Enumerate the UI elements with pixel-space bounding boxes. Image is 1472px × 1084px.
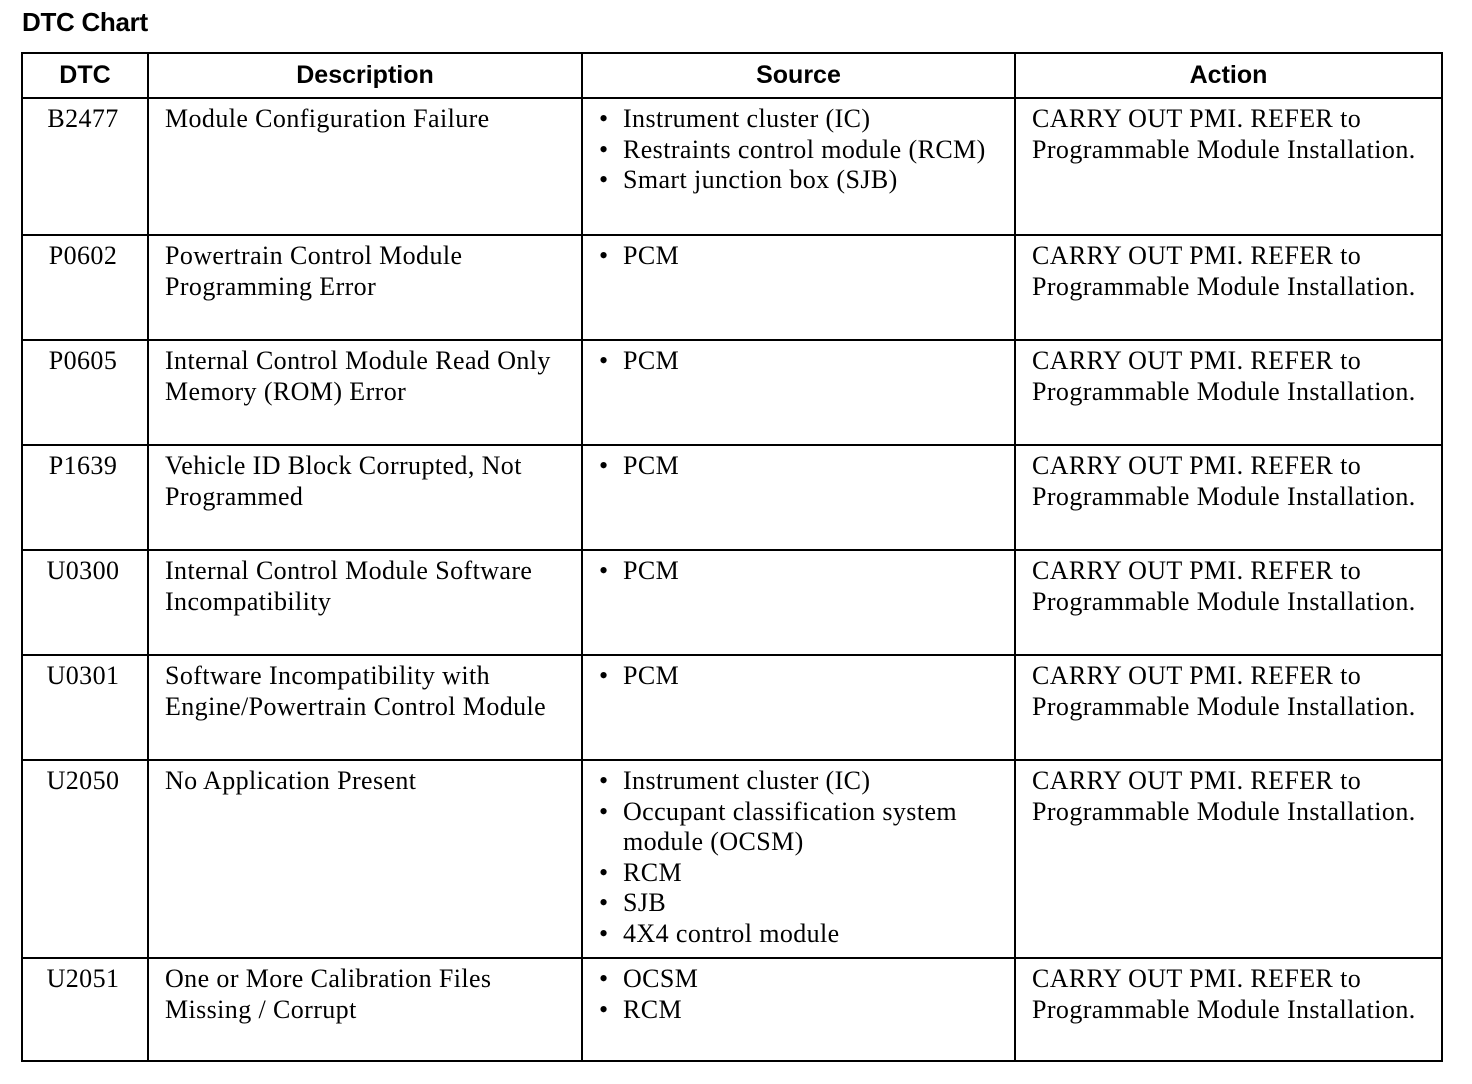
source-text: Instrument cluster (IC) [623,766,871,795]
bullet-icon: • [599,857,609,887]
source-item [599,797,1006,858]
bullet-icon: • [599,964,609,993]
dtc-code: P0602 [22,235,148,340]
dtc-description: One or More Calibration Files Missing / Corrupt [148,958,582,1061]
table-row [22,445,1442,550]
source-list [599,104,1006,196]
source-text: Smart junction box (SJB) [623,165,898,194]
source-list [599,346,1006,377]
bullet-icon: • [599,346,609,375]
action-line: CARRY OUT PMI. REFER to [1032,964,1362,993]
table-row [22,760,1442,958]
dtc-description: Powertrain Control Module Programming Error [148,235,582,340]
bullet-icon: • [599,451,609,480]
source-text: OCSM [623,964,699,993]
header-description: Description [148,53,582,98]
dtc-code: B2477 [22,98,148,235]
source-item [599,995,1006,1026]
action-line: CARRY OUT PMI. REFER to [1032,661,1362,690]
dtc-source [582,235,1015,340]
dtc-source [582,655,1015,760]
header-dtc: DTC [22,53,148,98]
source-text: SJB [623,888,667,917]
source-item [599,165,1006,196]
action-line: CARRY OUT PMI. REFER to [1032,556,1362,585]
dtc-source [582,340,1015,445]
source-item [599,919,1006,950]
source-item [599,241,1006,272]
dtc-code: P1639 [22,445,148,550]
bullet-icon: • [599,766,609,795]
source-list [599,661,1006,692]
bullet-icon: • [599,994,609,1024]
source-text: PCM [623,346,680,375]
dtc-code: U0301 [22,655,148,760]
dtc-action [1015,340,1442,445]
dtc-description: Software Incompatibility with Engine/Powertrain Control Module [148,655,582,760]
bullet-icon: • [599,661,609,690]
source-item [599,556,1006,587]
table-row [22,655,1442,760]
dtc-description: Internal Control Module Software Incompatibility [148,550,582,655]
dtc-description: No Application Present [148,760,582,958]
header-action: Action [1015,53,1442,98]
table-row [22,235,1442,340]
source-item [599,858,1006,889]
source-text: PCM [623,556,680,585]
source-item [599,135,1006,166]
source-list [599,766,1006,949]
dtc-source [582,445,1015,550]
source-text: PCM [623,451,680,480]
source-text: Restraints control module (RCM) [623,134,986,164]
table-row [22,98,1442,235]
dtc-action [1015,98,1442,235]
action-line: Programmable Module Installation. [1032,134,1416,164]
bullet-icon: • [599,888,609,917]
table-row [22,958,1442,1061]
dtc-source [582,98,1015,235]
dtc-action [1015,550,1442,655]
page-title: DTC Chart [22,7,148,37]
source-item [599,451,1006,482]
source-list [599,964,1006,1025]
table-row [22,340,1442,445]
dtc-source [582,958,1015,1061]
action-line: Programmable Module Installation. [1032,994,1416,1024]
dtc-source [582,760,1015,958]
source-item [599,888,1006,919]
source-text: PCM [623,241,680,270]
action-line: Programmable Module Installation. [1032,796,1416,826]
source-text: PCM [623,661,680,690]
action-line: CARRY OUT PMI. REFER to [1032,766,1362,795]
dtc-code: U0300 [22,550,148,655]
bullet-icon: • [599,134,609,164]
source-item [599,766,1006,797]
bullet-icon: • [599,104,609,133]
bullet-icon: • [599,796,609,826]
dtc-action [1015,445,1442,550]
dtc-table [21,52,1443,1062]
dtc-code: U2051 [22,958,148,1061]
dtc-description: Module Configuration Failure [148,98,582,235]
action-line: CARRY OUT PMI. REFER to [1032,451,1362,480]
source-text: 4X4 control module [623,918,840,948]
action-line: Programmable Module Installation. [1032,481,1416,511]
bullet-icon: • [599,165,609,194]
action-line: Programmable Module Installation. [1032,691,1416,721]
header-source: Source [582,53,1015,98]
source-item [599,104,1006,135]
dtc-description: Internal Control Module Read Only Memory (ROM) Error [148,340,582,445]
bullet-icon: • [599,556,609,585]
dtc-source [582,550,1015,655]
bullet-icon: • [599,918,609,948]
source-text: RCM [623,857,683,887]
source-list [599,241,1006,272]
action-line: Programmable Module Installation. [1032,271,1416,301]
dtc-action [1015,760,1442,958]
table-row [22,550,1442,655]
bullet-icon: • [599,241,609,270]
dtc-code: P0605 [22,340,148,445]
source-item [599,964,1006,995]
dtc-action [1015,235,1442,340]
dtc-action [1015,655,1442,760]
source-text: Instrument cluster (IC) [623,104,871,133]
source-text: Occupant classification system module (OCSM) [623,796,958,856]
source-item [599,661,1006,692]
action-line: CARRY OUT PMI. REFER to [1032,346,1362,375]
dtc-action [1015,958,1442,1061]
source-text: RCM [623,994,683,1024]
source-list [599,556,1006,587]
source-item [599,346,1006,377]
dtc-description: Vehicle ID Block Corrupted, Not Programmed [148,445,582,550]
header-row [22,53,1442,98]
action-line: CARRY OUT PMI. REFER to [1032,104,1362,133]
action-line: Programmable Module Installation. [1032,586,1416,616]
action-line: CARRY OUT PMI. REFER to [1032,241,1362,270]
action-line: Programmable Module Installation. [1032,376,1416,406]
source-list [599,451,1006,482]
dtc-code: U2050 [22,760,148,958]
